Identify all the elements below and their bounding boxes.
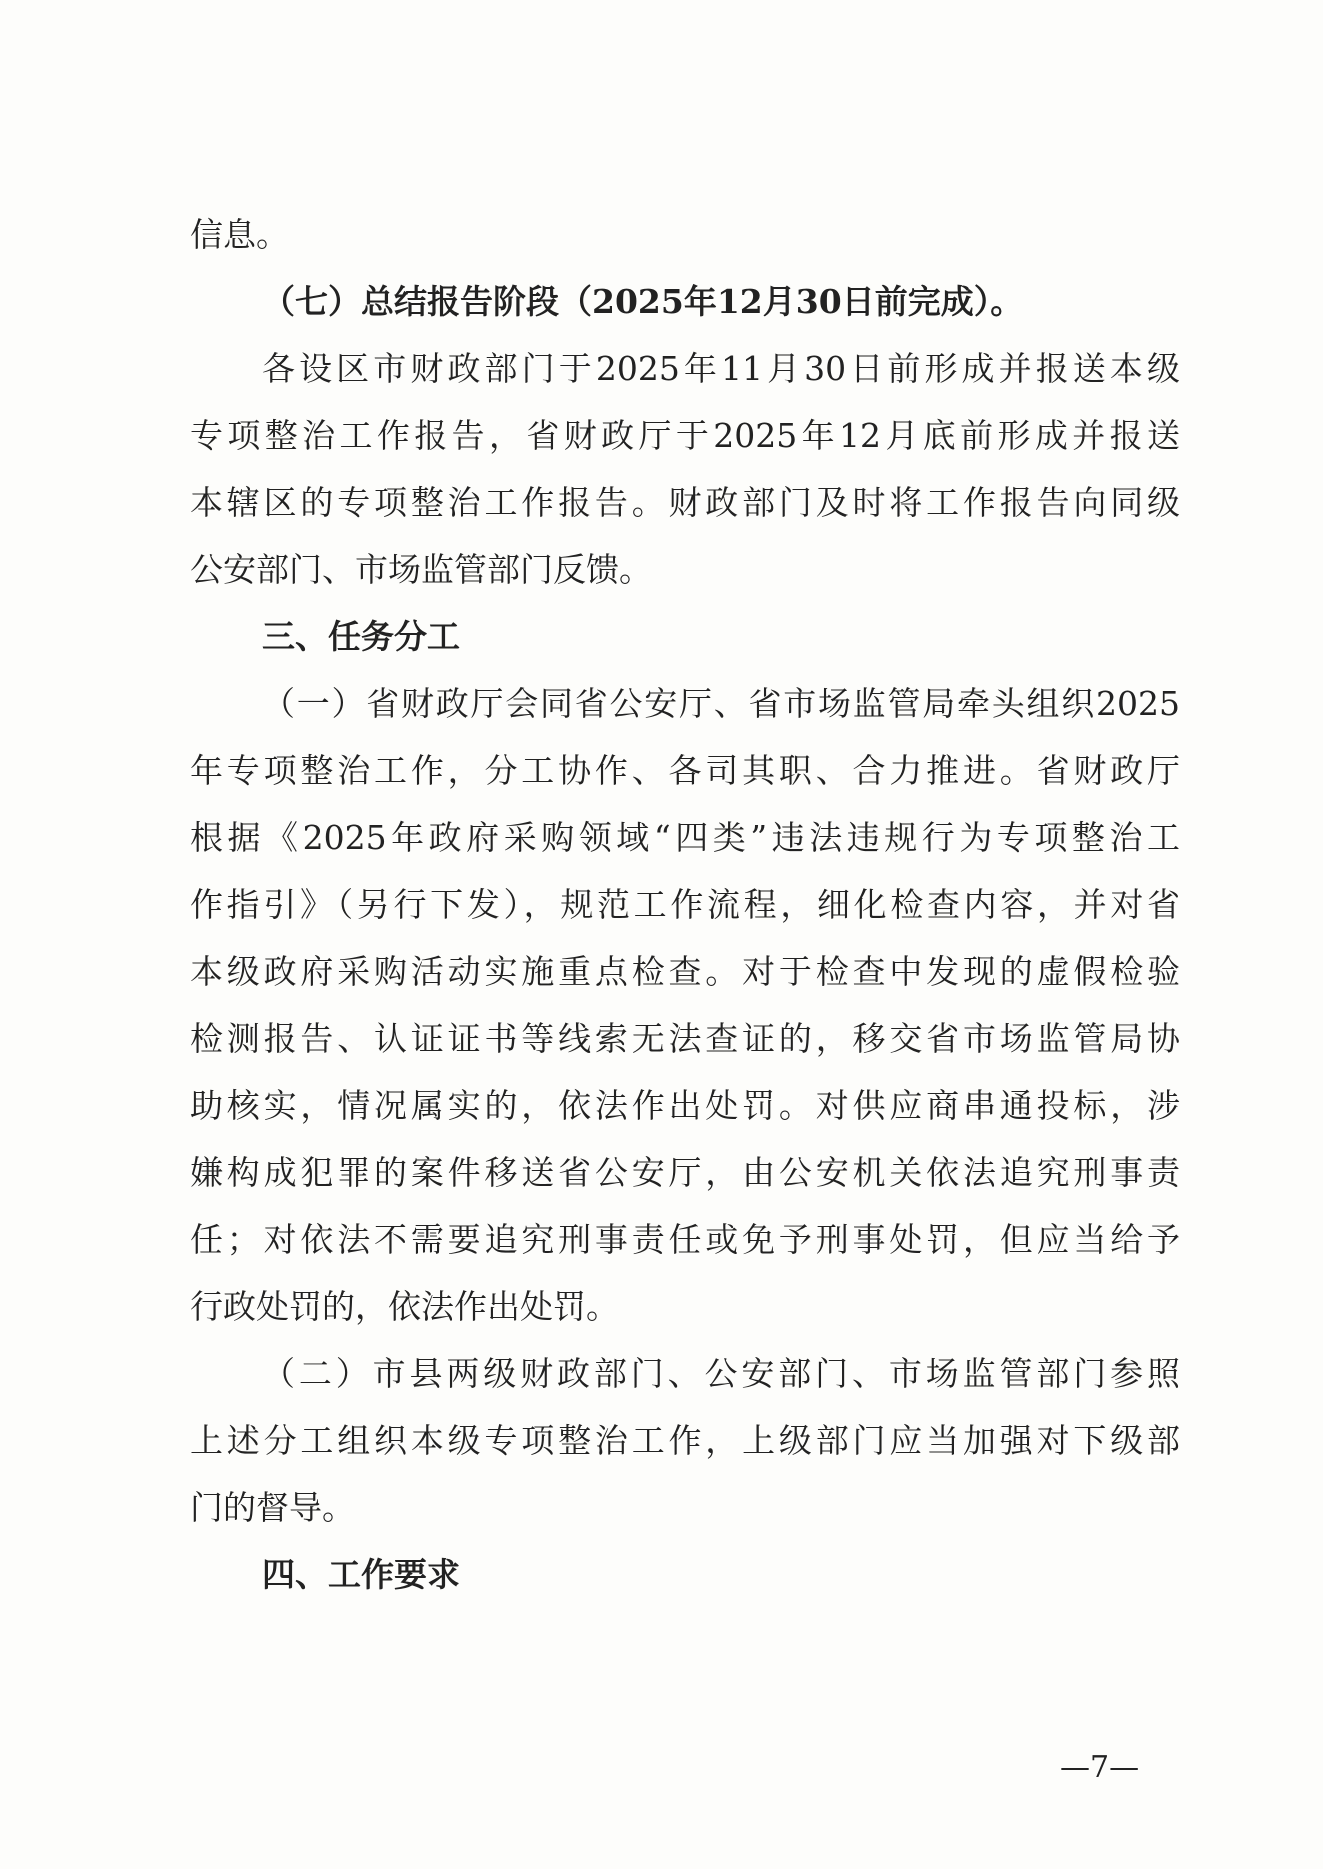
paragraph-line: 行政处罚的，依法作出处罚。 [190,1287,619,1326]
paragraph-line: 检测报告、认证证书等线索无法查证的，移交省市场监管局协 [190,1019,1180,1058]
paragraph-line: 本辖区的专项整治工作报告。财政部门及时将工作报告向同级 [190,483,1180,522]
paragraph-line: 各设区市财政部门于2025年11月30日前形成并报送本级 [262,349,1180,388]
paragraph-line: 公安部门、市场监管部门反馈。 [190,550,652,589]
paragraph-line: 作指引》（另行下发），规范工作流程，细化检查内容，并对省 [190,885,1180,924]
paragraph-line: （一）省财政厅会同省公安厅、省市场监管局牵头组织2025 [262,684,1180,723]
paragraph-line: 门的督导。 [190,1488,355,1527]
section-heading: 四、工作要求 [262,1555,460,1594]
section-heading: 三、任务分工 [262,617,460,656]
section-subheading: （七）总结报告阶段（2025年12月30日前完成）。 [262,282,1024,321]
paragraph-line: 信息。 [190,215,289,254]
paragraph-line: 根据《2025年政府采购领域“四类”违法违规行为专项整治工 [190,818,1180,857]
paragraph-line: 专项整治工作报告，省财政厅于2025年12月底前形成并报送 [190,416,1180,455]
paragraph-line: 助核实，情况属实的，依法作出处罚。对供应商串通投标，涉 [190,1086,1180,1125]
paragraph-line: （二）市县两级财政部门、公安部门、市场监管部门参照 [262,1354,1180,1393]
paragraph-line: 年专项整治工作，分工协作、各司其职、合力推进。省财政厅 [190,751,1180,790]
paragraph-line: 上述分工组织本级专项整治工作，上级部门应当加强对下级部 [190,1421,1180,1460]
paragraph-line: 本级政府采购活动实施重点检查。对于检查中发现的虚假检验 [190,952,1180,991]
page-number: —7— [1060,1750,1140,1785]
paragraph-line: 嫌构成犯罪的案件移送省公安厅，由公安机关依法追究刑事责 [190,1153,1180,1192]
paragraph-line: 任；对依法不需要追究刑事责任或免予刑事处罚，但应当给予 [190,1220,1180,1259]
